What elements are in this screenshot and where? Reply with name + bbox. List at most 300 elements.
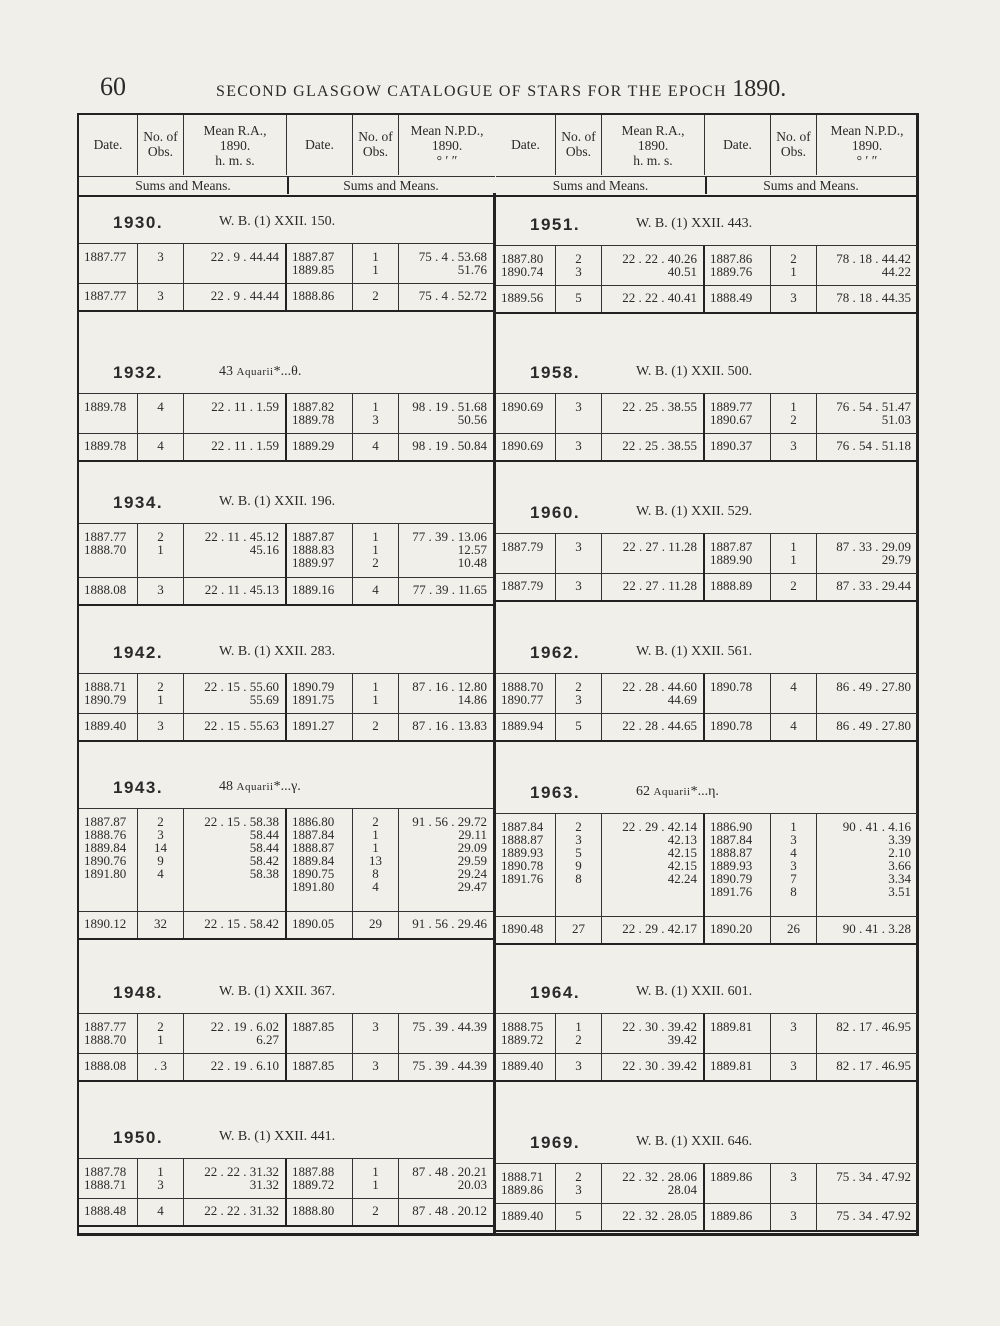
mean-npd-value: 98 . 19 . 50.84 <box>412 438 487 453</box>
obs-count: 2 <box>157 679 164 694</box>
designation-suffix: *...γ. <box>273 779 301 794</box>
mean-ra-value: 22 . 29 . 42.14 <box>622 819 697 834</box>
mean-date: 1889.40 <box>84 718 127 733</box>
obs-column <box>79 524 138 577</box>
obs-column <box>496 246 556 285</box>
obs-column <box>79 394 138 433</box>
obs-date: 1890.76 <box>84 853 127 868</box>
mean-column <box>817 284 917 312</box>
page-title <box>216 76 786 103</box>
mean-npd-value: 75 . 34 . 47.92 <box>836 1208 911 1223</box>
mean-ra-value: 58.44 <box>249 840 279 855</box>
obs-column <box>496 1014 556 1053</box>
mean-count: 2 <box>372 718 379 733</box>
obs-date: 1889.84 <box>292 853 335 868</box>
mean-row <box>496 1052 917 1082</box>
star-number: 1930. <box>113 213 164 232</box>
obs-column <box>705 394 771 433</box>
mean-date: 1888.08 <box>84 1058 127 1073</box>
designation-suffix: *...η. <box>690 784 719 799</box>
obs-column <box>771 246 817 285</box>
header-nobs <box>771 115 817 175</box>
obs-count: 1 <box>157 692 164 707</box>
star-number: 1943. <box>113 778 164 797</box>
mean-count: 27 <box>572 921 585 936</box>
mean-count: 3 <box>790 438 797 453</box>
mean-npd-value: 76 . 54 . 51.18 <box>836 438 911 453</box>
mean-column <box>399 576 493 604</box>
obs-date: 1888.75 <box>501 1019 544 1034</box>
obs-column <box>184 524 287 577</box>
mean-ra-value: 42.15 <box>667 858 697 873</box>
mean-count: 4 <box>372 438 379 453</box>
obs-column <box>184 394 287 433</box>
header-nobs-label: Obs. <box>565 144 592 159</box>
mean-date: 1889.94 <box>501 718 544 733</box>
observation-rows <box>79 673 493 714</box>
star-heading <box>79 485 493 523</box>
mean-ra-value: 6.27 <box>256 1032 279 1047</box>
obs-date: 1889.93 <box>501 845 544 860</box>
obs-column <box>817 814 917 916</box>
star-number: 1950. <box>113 1128 164 1147</box>
obs-date: 1890.69 <box>501 399 544 414</box>
obs-column <box>602 534 705 573</box>
obs-count: 2 <box>372 555 379 570</box>
obs-column <box>556 814 602 916</box>
mean-column <box>184 432 287 460</box>
star-designation <box>636 216 752 232</box>
star-designation <box>219 1129 335 1145</box>
designation-text: W. B. (1) XXII. 150. <box>219 214 336 229</box>
mean-npd-value: 76 . 54 . 51.47 <box>836 399 911 414</box>
obs-column <box>184 1159 287 1198</box>
obs-date: 1891.76 <box>710 884 753 899</box>
mean-date: 1889.56 <box>501 290 544 305</box>
obs-column <box>602 1014 705 1053</box>
obs-date: 1887.77 <box>84 1019 127 1034</box>
obs-column <box>138 674 184 713</box>
mean-column <box>556 712 602 740</box>
mean-ra-value: 22 . 15 . 58.42 <box>204 916 279 931</box>
star-number: 1963. <box>530 783 581 802</box>
obs-column <box>79 809 138 911</box>
obs-date: 1890.77 <box>501 692 544 707</box>
mean-column <box>138 1197 184 1225</box>
star-designation <box>636 984 752 1000</box>
obs-column <box>353 524 399 577</box>
obs-count: 3 <box>575 399 582 414</box>
mean-column <box>287 1052 353 1080</box>
mean-ra-value: 22 . 27 . 11.28 <box>622 539 697 554</box>
mean-npd-value: 3.66 <box>888 858 911 873</box>
column-header-right <box>496 115 917 197</box>
obs-date: 1889.84 <box>84 840 127 855</box>
obs-date: 1890.67 <box>710 412 753 427</box>
star-heading <box>496 635 917 673</box>
header-nobs-label: Obs. <box>147 144 174 159</box>
star-block <box>79 1120 493 1225</box>
obs-column <box>771 534 817 573</box>
star-block <box>496 495 917 600</box>
obs-date: 1887.77 <box>84 529 127 544</box>
star-block <box>79 205 493 310</box>
observation-rows <box>79 243 493 284</box>
obs-date: 1888.87 <box>501 832 544 847</box>
obs-count: 2 <box>575 1169 582 1184</box>
star-block <box>79 635 493 740</box>
obs-column <box>705 814 771 916</box>
mean-column <box>353 910 399 938</box>
header-npd-label: Mean N.P.D., <box>410 123 484 138</box>
obs-count: 1 <box>372 827 379 842</box>
obs-date: 1890.78 <box>710 679 753 694</box>
mean-count: 2 <box>372 1203 379 1218</box>
mean-column <box>602 712 705 740</box>
obs-count: 13 <box>369 853 382 868</box>
obs-count: 2 <box>575 819 582 834</box>
mean-ra-value: 22 . 22 . 40.41 <box>622 290 697 305</box>
mean-column <box>79 1052 138 1080</box>
mean-column <box>399 432 493 460</box>
header-date <box>705 115 771 175</box>
obs-column <box>138 1159 184 1198</box>
obs-column <box>79 1014 138 1053</box>
mean-column <box>138 432 184 460</box>
mean-ra-value: 58.38 <box>249 866 279 881</box>
obs-count: 2 <box>157 814 164 829</box>
obs-count: 4 <box>790 845 797 860</box>
obs-count: 1 <box>372 1177 379 1192</box>
obs-count: 4 <box>372 879 379 894</box>
star-number: 1942. <box>113 643 164 662</box>
mean-column <box>556 1052 602 1080</box>
header-nobs-label: No. of <box>358 129 393 144</box>
obs-column <box>817 1164 917 1203</box>
mean-ra-value: 22 . 30 . 39.42 <box>622 1058 697 1073</box>
obs-count: 2 <box>372 814 379 829</box>
star-heading <box>79 205 493 243</box>
mean-npd-value: 3.34 <box>888 871 911 886</box>
header-ra <box>602 115 705 175</box>
obs-count: 1 <box>790 819 797 834</box>
mean-column <box>705 1202 771 1230</box>
page-title-text: SECOND GLASGOW CATALOGUE OF STARS FOR THE EPOCH <box>216 83 727 100</box>
obs-column <box>705 534 771 573</box>
obs-date: 1889.86 <box>710 1169 753 1184</box>
obs-count: 4 <box>157 399 164 414</box>
obs-count: 1 <box>157 1032 164 1047</box>
mean-row <box>496 432 917 462</box>
obs-column <box>138 394 184 433</box>
column-header-left <box>79 115 495 197</box>
mean-count: 3 <box>157 582 164 597</box>
mean-npd-value: 87 . 33 . 29.09 <box>836 539 911 554</box>
obs-count: 3 <box>372 1019 379 1034</box>
mean-date: 1891.27 <box>292 718 335 733</box>
mean-date: 1888.48 <box>84 1203 127 1218</box>
mean-column <box>496 1202 556 1230</box>
obs-column <box>602 394 705 433</box>
mean-column <box>399 712 493 740</box>
obs-column <box>184 244 287 283</box>
mean-column <box>353 712 399 740</box>
mean-date: 1889.40 <box>501 1058 544 1073</box>
mean-ra-value: 22 . 15 . 55.60 <box>204 679 279 694</box>
mean-npd-value: 82 . 17 . 46.95 <box>836 1019 911 1034</box>
obs-column <box>496 1164 556 1203</box>
star-number: 1969. <box>530 1133 581 1152</box>
star-designation <box>219 364 301 380</box>
star-heading <box>496 975 917 1013</box>
obs-column <box>399 674 493 713</box>
mean-date: 1889.81 <box>710 1058 753 1073</box>
page-title-year: 1890. <box>732 76 787 102</box>
obs-date: 1889.97 <box>292 555 335 570</box>
star-block <box>79 355 493 460</box>
mean-column <box>184 282 287 310</box>
star-number: 1951. <box>530 215 581 234</box>
mean-column <box>287 282 353 310</box>
star-heading <box>79 770 493 808</box>
mean-date: 1889.78 <box>84 438 127 453</box>
obs-column <box>556 1014 602 1053</box>
mean-npd-value: 29.47 <box>457 879 487 894</box>
mean-column <box>556 432 602 460</box>
mean-npd-value: 29.11 <box>458 827 487 842</box>
mean-count: 5 <box>575 718 582 733</box>
star-number: 1960. <box>530 503 581 522</box>
obs-date: 1890.79 <box>292 679 335 694</box>
mean-ra-value: 42.15 <box>667 845 697 860</box>
obs-count: 3 <box>575 264 582 279</box>
obs-column <box>496 394 556 433</box>
mean-ra-value: 22 . 19 . 6.10 <box>210 1058 279 1073</box>
mean-npd-value: 10.48 <box>457 555 487 570</box>
mean-npd-value: 20.03 <box>457 1177 487 1192</box>
obs-count: 7 <box>790 871 797 886</box>
constellation-name: Aquarii <box>653 786 691 798</box>
mean-row <box>79 432 493 462</box>
obs-date: 1891.80 <box>292 879 335 894</box>
mean-column <box>79 282 138 310</box>
obs-count: 1 <box>372 542 379 557</box>
designation-text: W. B. (1) XXII. 283. <box>219 644 336 659</box>
mean-count: . 3 <box>154 1058 167 1073</box>
designation-text: 48 <box>219 779 237 794</box>
mean-ra-value: 22 . 19 . 6.02 <box>210 1019 279 1034</box>
constellation-name: Aquarii <box>236 366 274 378</box>
obs-count: 1 <box>372 249 379 264</box>
star-heading <box>79 355 493 393</box>
mean-column <box>399 910 493 938</box>
mean-column <box>79 910 138 938</box>
obs-date: 1887.78 <box>84 1164 127 1179</box>
header-nobs <box>353 115 399 175</box>
mean-npd-value: 51.03 <box>881 412 911 427</box>
mean-ra-value: 22 . 28 . 44.65 <box>622 718 697 733</box>
designation-text: W. B. (1) XXII. 529. <box>636 504 753 519</box>
star-block <box>79 770 493 938</box>
mean-column <box>817 1202 917 1230</box>
star-designation <box>636 1134 752 1150</box>
mean-row <box>79 1052 493 1082</box>
obs-column <box>353 674 399 713</box>
obs-count: 3 <box>372 412 379 427</box>
obs-date: 1887.80 <box>501 251 544 266</box>
header-npd-units: ° ′ ″ <box>856 153 878 168</box>
obs-count: 1 <box>157 1164 164 1179</box>
mean-column <box>771 1202 817 1230</box>
obs-count: 3 <box>157 827 164 842</box>
mean-ra-value: 22 . 15 . 55.63 <box>204 718 279 733</box>
header-nobs-label: No. of <box>143 129 178 144</box>
obs-count: 3 <box>575 539 582 554</box>
obs-count: 1 <box>372 679 379 694</box>
mean-npd-value: 51.76 <box>457 262 487 277</box>
mean-ra-value: 22 . 11 . 45.12 <box>204 529 279 544</box>
designation-text: W. B. (1) XXII. 500. <box>636 364 753 379</box>
mean-count: 3 <box>157 288 164 303</box>
star-block <box>496 355 917 460</box>
mean-npd-value: 78 . 18 . 44.42 <box>836 251 911 266</box>
mean-npd-value: 29.79 <box>881 552 911 567</box>
star-number: 1962. <box>530 643 581 662</box>
obs-date: 1887.88 <box>292 1164 335 1179</box>
mean-date: 1888.49 <box>710 290 753 305</box>
header-ra-label: Mean R.A., <box>203 123 267 138</box>
obs-column <box>399 524 493 577</box>
mean-npd-value: 87 . 33 . 29.44 <box>836 578 911 593</box>
mean-ra-value: 28.04 <box>667 1182 697 1197</box>
obs-date: 1889.72 <box>292 1177 335 1192</box>
mean-column <box>353 576 399 604</box>
mean-date: 1890.69 <box>501 438 544 453</box>
obs-date: 1888.71 <box>84 679 127 694</box>
obs-count: 3 <box>790 1019 797 1034</box>
mean-column <box>353 282 399 310</box>
header-nobs <box>138 115 184 175</box>
obs-date: 1887.79 <box>501 539 544 554</box>
mean-date: 1889.40 <box>501 1208 544 1223</box>
obs-date: 1889.78 <box>84 399 127 414</box>
header-npd-label: 1890. <box>851 138 883 153</box>
mean-npd-value: 75 . 4 . 53.68 <box>418 249 487 264</box>
star-block <box>79 485 493 604</box>
mean-count: 3 <box>575 1058 582 1073</box>
obs-date: 1888.87 <box>292 840 335 855</box>
obs-date: 1889.76 <box>710 264 753 279</box>
header-date <box>287 115 353 175</box>
observation-rows <box>496 393 917 434</box>
obs-count: 8 <box>575 871 582 886</box>
mean-column <box>138 712 184 740</box>
mean-ra-value: 44.69 <box>667 692 697 707</box>
obs-date: 1890.79 <box>84 692 127 707</box>
mean-count: 2 <box>790 578 797 593</box>
obs-date: 1888.70 <box>84 542 127 557</box>
mean-column <box>353 1052 399 1080</box>
mean-column <box>138 282 184 310</box>
header-nobs <box>556 115 602 175</box>
obs-date: 1887.86 <box>710 251 753 266</box>
obs-column <box>353 394 399 433</box>
obs-column <box>556 674 602 713</box>
mean-column <box>184 712 287 740</box>
star-designation <box>219 494 335 510</box>
star-heading <box>79 635 493 673</box>
obs-date: 1887.85 <box>292 1019 335 1034</box>
star-designation <box>219 214 335 230</box>
mean-npd-value: 90 . 41 . 4.16 <box>842 819 911 834</box>
obs-column <box>817 246 917 285</box>
mean-npd-value: 3.51 <box>888 884 911 899</box>
obs-column <box>399 1159 493 1198</box>
mean-column <box>602 432 705 460</box>
obs-column <box>399 809 493 911</box>
star-block <box>496 207 917 312</box>
mean-npd-value: 2.10 <box>888 845 911 860</box>
mean-npd-value: 87 . 16 . 13.83 <box>412 718 487 733</box>
mean-date: 1889.16 <box>292 582 335 597</box>
obs-count: 1 <box>372 1164 379 1179</box>
obs-count: 2 <box>575 251 582 266</box>
header-nobs-label: Obs. <box>780 144 807 159</box>
mean-count: 4 <box>157 1203 164 1218</box>
mean-column <box>496 915 556 943</box>
star-block <box>496 975 917 1080</box>
mean-row <box>79 910 493 940</box>
mean-ra-value: 22 . 27 . 11.28 <box>622 578 697 593</box>
obs-column <box>287 1014 353 1053</box>
obs-count: 3 <box>575 692 582 707</box>
obs-date: 1889.77 <box>710 399 753 414</box>
obs-date: 1887.87 <box>710 539 753 554</box>
mean-column <box>79 712 138 740</box>
obs-column <box>353 1014 399 1053</box>
mean-column <box>556 284 602 312</box>
designation-text: W. B. (1) XXII. 441. <box>219 1129 336 1144</box>
obs-count: 2 <box>575 679 582 694</box>
mean-column <box>556 1202 602 1230</box>
obs-column <box>705 1164 771 1203</box>
mean-npd-value: 75 . 39 . 44.39 <box>412 1019 487 1034</box>
obs-column <box>287 244 353 283</box>
mean-column <box>602 1052 705 1080</box>
mean-ra-value: 22 . 30 . 39.42 <box>622 1019 697 1034</box>
obs-count: 2 <box>790 251 797 266</box>
obs-column <box>184 674 287 713</box>
mean-ra-value: 22 . 22 . 31.32 <box>204 1164 279 1179</box>
header-date-label: Date. <box>723 137 752 152</box>
designation-text: W. B. (1) XXII. 367. <box>219 984 336 999</box>
mean-npd-value: 82 . 17 . 46.95 <box>836 1058 911 1073</box>
mean-ra-value: 58.44 <box>249 827 279 842</box>
mean-column <box>705 712 771 740</box>
header-date-label: Date. <box>511 137 540 152</box>
mean-npd-value: 50.56 <box>457 412 487 427</box>
designation-text: W. B. (1) XXII. 561. <box>636 644 753 659</box>
mean-date: 1888.86 <box>292 288 335 303</box>
header-npd <box>817 115 917 175</box>
mean-row <box>79 576 493 606</box>
header-ra-label: Mean R.A., <box>621 123 685 138</box>
header-ra-label: 1890. <box>637 138 669 153</box>
mean-date: 1888.89 <box>710 578 753 593</box>
observation-rows <box>79 523 493 578</box>
obs-count: 3 <box>575 1182 582 1197</box>
mean-npd-value: 78 . 18 . 44.35 <box>836 290 911 305</box>
